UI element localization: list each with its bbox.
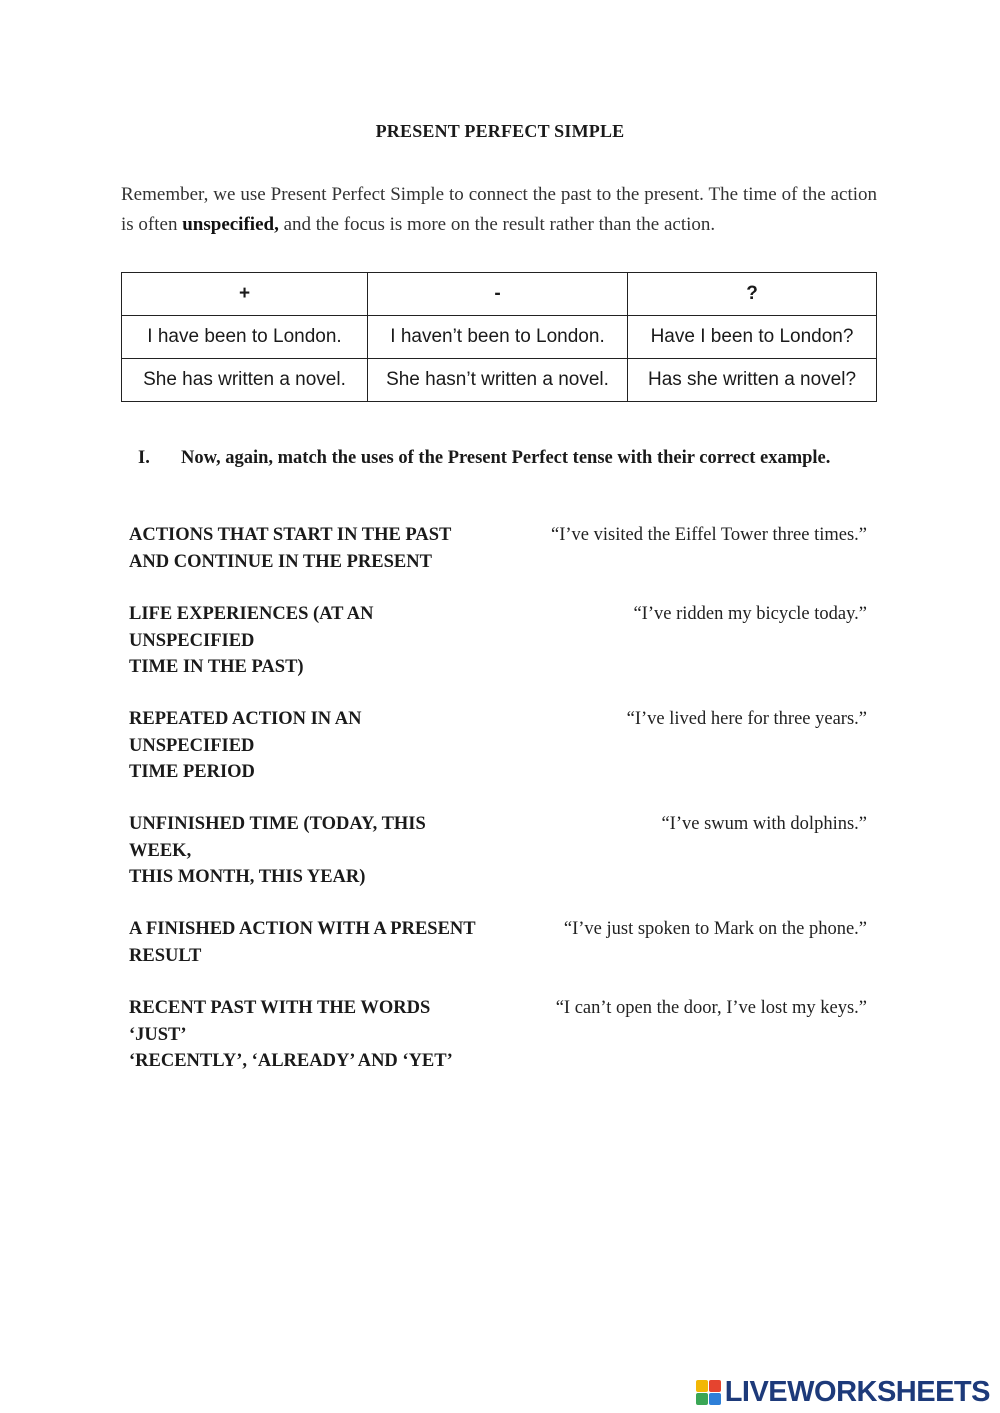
table-cell: Have I been to London? xyxy=(628,316,877,359)
header-negative: - xyxy=(368,273,628,316)
table-cell: She has written a novel. xyxy=(122,359,368,402)
exercise-number: I. xyxy=(138,448,150,468)
table-header-row xyxy=(122,273,877,316)
example-sentence[interactable]: “I’ve lived here for three years.” xyxy=(626,709,867,729)
use-label[interactable]: UNFINISHED TIME (TODAY, THIS WEEK, THIS MONTH, THIS YEAR) xyxy=(129,814,426,887)
table-cell: Has she written a novel? xyxy=(628,359,877,402)
page-title: PRESENT PERFECT SIMPLE xyxy=(375,121,625,141)
table-cell: She hasn’t written a novel. xyxy=(368,359,628,402)
table-row xyxy=(122,359,877,402)
table-cell: I have been to London. xyxy=(122,316,368,359)
exercise-instruction xyxy=(138,448,898,469)
logo-square xyxy=(696,1393,708,1405)
use-label[interactable]: ACTIONS THAT START IN THE PAST AND CONTINUE IN THE PRESENT xyxy=(129,525,452,572)
table-row xyxy=(122,316,877,359)
example-sentence[interactable]: “I can’t open the door, I’ve lost my keys.” xyxy=(555,998,867,1018)
example-sentence[interactable]: “I’ve swum with dolphins.” xyxy=(661,814,867,834)
logo-square xyxy=(709,1380,721,1392)
logo-icon xyxy=(696,1380,721,1405)
use-label[interactable]: LIFE EXPERIENCES (AT AN UNSPECIFIED TIME IN THE PAST) xyxy=(129,604,374,677)
liveworksheets-logo xyxy=(696,1377,990,1407)
grammar-table xyxy=(121,272,877,402)
logo-text: LIVEWORKSHEETS xyxy=(724,1375,990,1408)
example-sentence[interactable]: “I’ve just spoken to Mark on the phone.” xyxy=(563,919,867,939)
exercise-text: Now, again, match the uses of the Present Perfect tense with their correct example. xyxy=(181,448,831,468)
use-label[interactable]: REPEATED ACTION IN AN UNSPECIFIED TIME PERIOD xyxy=(129,709,362,782)
use-label[interactable]: A FINISHED ACTION WITH A PRESENT RESULT xyxy=(129,919,476,966)
intro-paragraph xyxy=(121,180,877,240)
header-question: ? xyxy=(628,273,877,316)
intro-text-2: and the focus is more on the result rather than the action. xyxy=(278,214,716,235)
logo-square xyxy=(709,1393,721,1405)
intro-bold-word: unspecified, xyxy=(182,214,279,235)
header-affirmative: + xyxy=(122,273,368,316)
example-sentence[interactable]: “I’ve ridden my bicycle today.” xyxy=(633,604,867,624)
table-cell: I haven’t been to London. xyxy=(368,316,628,359)
use-label[interactable]: RECENT PAST WITH THE WORDS ‘JUST’ ‘RECENTLY’, ‘ALREADY’ AND ‘YET’ xyxy=(129,998,453,1071)
logo-square xyxy=(696,1380,708,1392)
intro-text-1: Remember, we use Present Perfect Simple to connect the past to the present. The time of the action is often xyxy=(121,184,877,235)
example-sentence[interactable]: “I’ve visited the Eiffel Tower three times.” xyxy=(551,525,867,545)
